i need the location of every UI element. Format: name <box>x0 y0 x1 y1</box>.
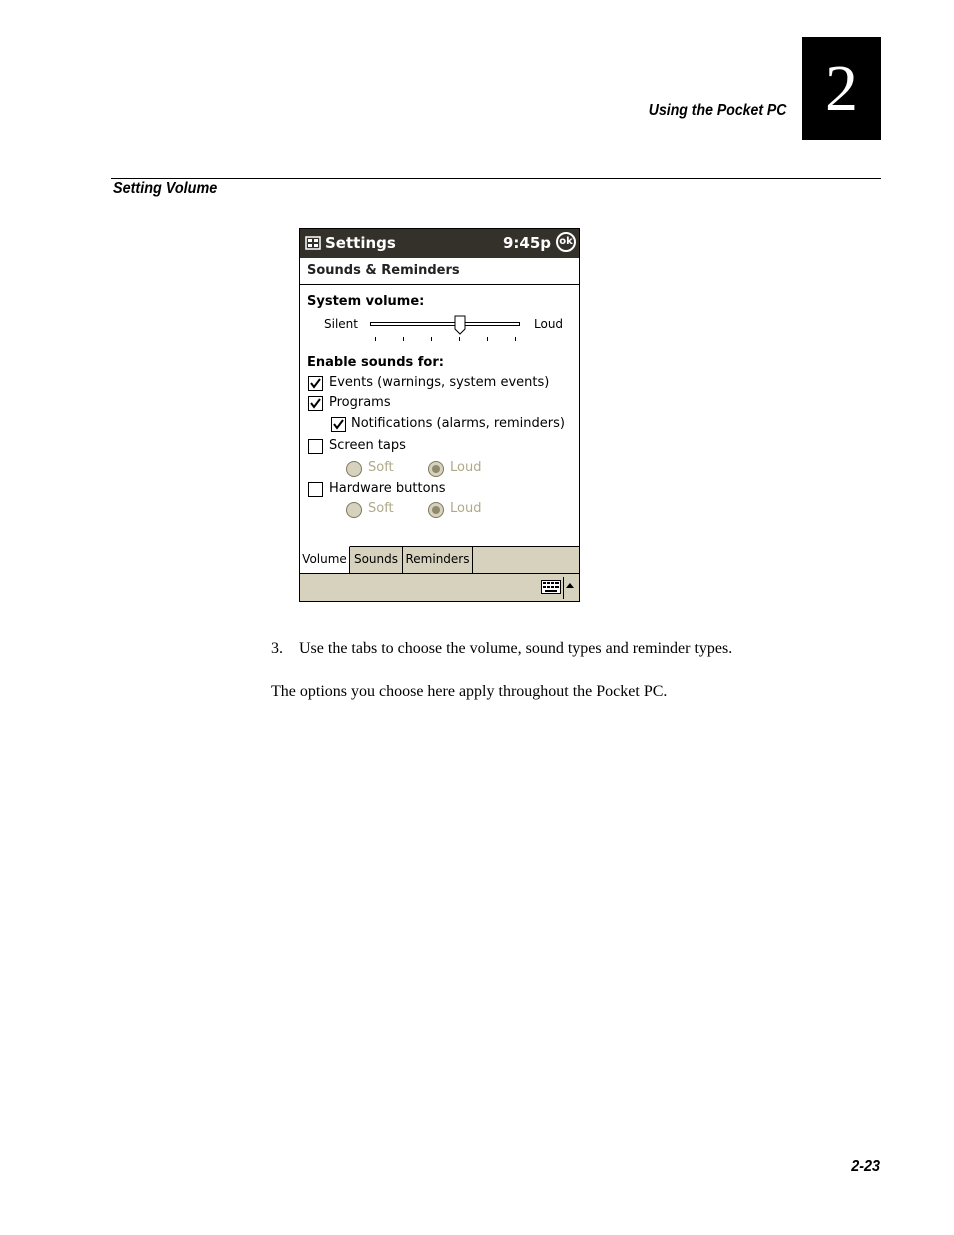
page-number: 2-23 <box>851 1158 880 1175</box>
volume-slider-track[interactable] <box>370 322 520 326</box>
programs-checkbox[interactable] <box>308 396 323 411</box>
screen-taps-loud-label: Loud <box>450 460 482 475</box>
slider-tick <box>515 337 516 341</box>
notifications-label[interactable]: Notifications (alarms, reminders) <box>351 416 565 431</box>
menu-bar <box>300 573 579 601</box>
tab-volume[interactable]: Volume <box>300 546 350 573</box>
clock-time[interactable]: 9:45p <box>503 234 552 252</box>
slider-tick <box>403 337 404 341</box>
notifications-checkbox[interactable] <box>331 417 346 432</box>
body-paragraph: The options you choose here apply throughout the Pocket PC. <box>271 683 668 700</box>
menu-separator <box>563 577 564 599</box>
hardware-buttons-soft-radio[interactable] <box>346 502 362 518</box>
input-panel-arrow-icon[interactable] <box>566 583 574 588</box>
chapter-number-tab: 2 <box>802 37 881 140</box>
enable-sounds-label: Enable sounds for: <box>307 355 444 370</box>
tab-reminders[interactable]: Reminders <box>403 546 473 573</box>
programs-label[interactable]: Programs <box>329 395 391 410</box>
checkmark-icon <box>333 419 344 430</box>
slider-min-label: Silent <box>324 317 358 331</box>
slider-tick <box>459 337 460 341</box>
tab-sounds[interactable]: Sounds <box>350 546 403 573</box>
slider-tick <box>487 337 488 341</box>
checkmark-icon <box>310 378 321 389</box>
step-text: Use the tabs to choose the volume, sound types and reminder types. <box>299 640 733 657</box>
volume-slider-thumb[interactable] <box>454 315 466 335</box>
events-label[interactable]: Events (warnings, system events) <box>329 375 550 390</box>
section-title: Setting Volume <box>113 180 218 197</box>
screen-taps-soft-label: Soft <box>368 460 394 475</box>
slider-tick <box>431 337 432 341</box>
screen-taps-checkbox[interactable] <box>308 439 323 454</box>
windows-flag-icon[interactable] <box>305 235 321 251</box>
events-checkbox[interactable] <box>308 376 323 391</box>
hardware-buttons-loud-label: Loud <box>450 501 482 516</box>
settings-subtitle <box>300 258 579 285</box>
section-rule <box>111 178 881 179</box>
hardware-buttons-loud-radio[interactable] <box>428 502 444 518</box>
hardware-buttons-label[interactable]: Hardware buttons <box>329 481 446 496</box>
screen-taps-loud-radio[interactable] <box>428 461 444 477</box>
running-header-title: Using the Pocket PC <box>648 102 786 119</box>
hardware-buttons-checkbox[interactable] <box>308 482 323 497</box>
screen-taps-soft-radio[interactable] <box>346 461 362 477</box>
hardware-buttons-soft-label: Soft <box>368 501 394 516</box>
subtitle-label: Sounds & Reminders <box>307 263 460 278</box>
keyboard-icon[interactable] <box>541 580 561 594</box>
screen-taps-label[interactable]: Screen taps <box>329 438 406 453</box>
checkmark-icon <box>310 398 321 409</box>
tab-strip <box>300 546 579 573</box>
ok-button[interactable]: ok <box>556 232 576 252</box>
step-number: 3. <box>271 640 283 657</box>
title-bar <box>300 229 579 258</box>
pocket-pc-screenshot <box>299 228 580 602</box>
system-volume-label: System volume: <box>307 294 425 309</box>
app-title: Settings <box>325 234 396 252</box>
slider-max-label: Loud <box>534 317 564 331</box>
slider-tick <box>375 337 376 341</box>
